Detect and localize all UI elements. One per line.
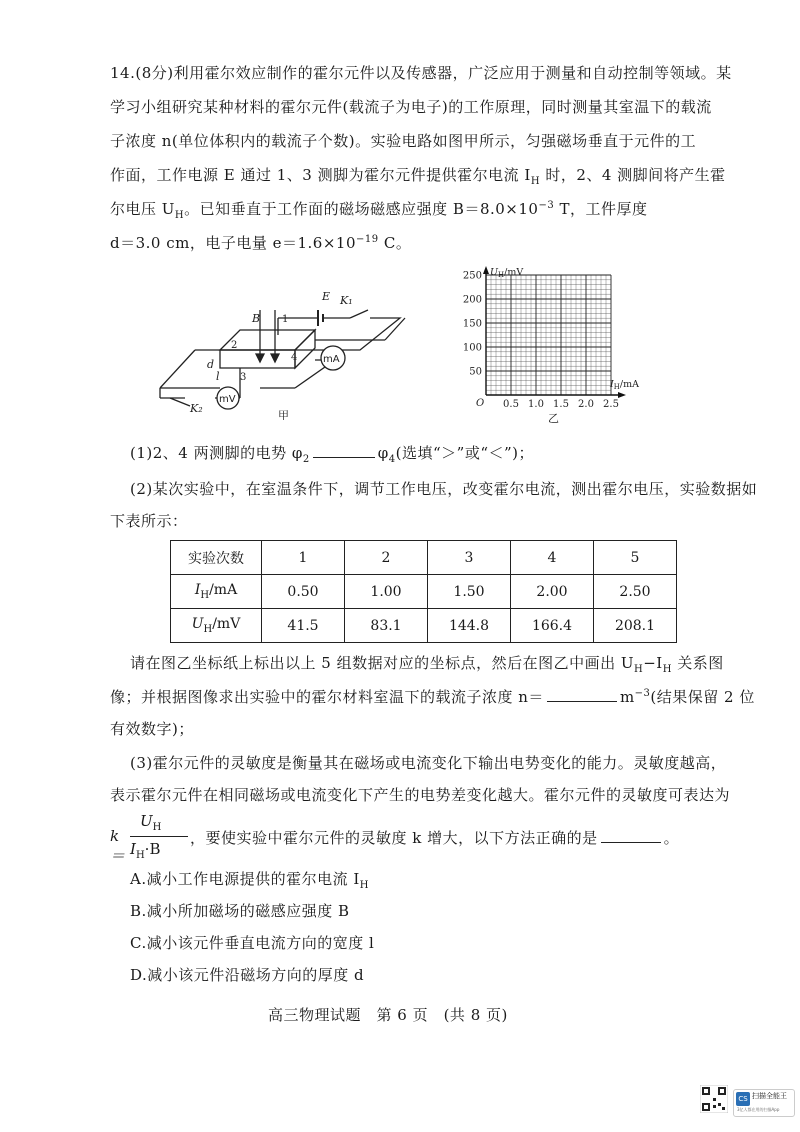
y-axis-arrow xyxy=(483,266,489,274)
table-cell: 144.8 xyxy=(428,609,511,643)
x-tick-label: 1.0 xyxy=(528,399,544,410)
sub-question-3-prompt: ，要使实验中霍尔元件的灵敏度 k 增大，以下方法正确的是 。 xyxy=(190,829,680,847)
question-line-5: 尔电压 $U_H$。已知垂直于工作面的磁场磁感应强度 $B=8.0\times 10^{-3}$ T，工件厚度 xyxy=(110,200,648,221)
table-header-row xyxy=(171,541,677,575)
table-header-cell: 2 xyxy=(345,541,428,575)
y-tick-label: 50 xyxy=(469,366,482,378)
data-table xyxy=(170,540,677,643)
sub-question-2-instruction-1: 请在图乙坐标纸上标出以上 5 组数据对应的坐标点，然后在图乙中画出 $U_H-I_H$ 关系图 xyxy=(130,654,724,675)
hall-element-front xyxy=(220,350,298,368)
table-header-cell: 3 xyxy=(428,541,511,575)
option-b: B.减小所加磁场的磁感应强度 B xyxy=(130,902,350,920)
question-line-3: 子浓度 n(单位体积内的载流子个数)。实验电路如图甲所示，匀强磁场垂直于元件的工 xyxy=(110,132,697,150)
scanner-subtitle: 3亿人都在用的扫描App xyxy=(737,1107,780,1112)
x-tick-label: 2.5 xyxy=(603,399,619,410)
row-label-current: $I_H/mA$ xyxy=(171,575,262,609)
question-line-4: 作面，工作电源 E 通过 1、3 测脚为霍尔元件提供霍尔电流 $I_H$ 时，2、4 测脚间将产生霍 xyxy=(110,166,726,187)
answer-blank-1[interactable] xyxy=(313,443,375,458)
table-cell: 208.1 xyxy=(594,609,677,643)
circuit-wire-left xyxy=(160,350,195,388)
millivoltmeter-label: mV xyxy=(219,394,236,405)
switch-k1-blade xyxy=(350,310,368,318)
switch-k2-blade xyxy=(170,398,190,406)
pin-2: 2 xyxy=(231,340,238,351)
table-cell: 1.50 xyxy=(428,575,511,609)
figure-yi-label: 乙 xyxy=(548,412,559,425)
label-K1: K₁ xyxy=(340,294,353,307)
table-header-cell: 5 xyxy=(594,541,677,575)
scanner-badge xyxy=(733,1089,795,1117)
y-tick-label: 250 xyxy=(462,270,482,282)
table-header-cell: 实验次数 xyxy=(171,541,262,575)
sub-question-2-instruction-3: 有效数字)； xyxy=(110,720,194,738)
circuit-wire-top xyxy=(195,318,400,350)
table-cell: 0.50 xyxy=(262,575,345,609)
x-tick-label: 1.5 xyxy=(553,399,569,410)
x-tick-label: 2.0 xyxy=(578,399,594,410)
sub-question-2-instruction-2: 像；并根据图像求出实验中的霍尔材料室温下的载流子浓度 $n= m^{-3}$(结果保留 2 位 xyxy=(110,688,755,706)
sub-question-3-line-2: 表示霍尔元件在相同磁场或电流变化下产生的电势差变化越大。霍尔元件的灵敏度可表达为 xyxy=(110,786,731,804)
label-d: d xyxy=(207,358,215,371)
x-axis-label: $I_H/mA$ xyxy=(610,379,639,391)
answer-blank-2[interactable] xyxy=(547,687,617,702)
pin-4: 4 xyxy=(291,352,298,363)
hall-element-side xyxy=(295,330,315,368)
option-c: C.减小该元件垂直电流方向的宽度 l xyxy=(130,934,375,952)
figure-jia-label: 甲 xyxy=(278,409,289,420)
question-line-1: 14.(8分)利用霍尔效应制作的霍尔元件以及传感器，广泛应用于测量和自动控制等领域。某 xyxy=(110,64,732,82)
label-B: B xyxy=(252,312,261,325)
x-tick-label: 0.5 xyxy=(503,399,519,410)
x-axis-arrow xyxy=(618,392,626,398)
y-tick-label: 100 xyxy=(462,342,482,354)
sub-question-1: (1)2、4 两测脚的电势 $\varphi_2$ $\varphi_4$(选填“＞”或“＜”)； xyxy=(130,444,535,465)
table-cell: 2.50 xyxy=(594,575,677,609)
pin-3: 3 xyxy=(240,372,247,383)
y-tick-label: 150 xyxy=(462,318,482,330)
milliammeter-label: mA xyxy=(323,354,340,365)
scanner-title: 扫描全能王 xyxy=(752,1092,787,1100)
table-cell: 83.1 xyxy=(345,609,428,643)
circuit-diagram xyxy=(150,280,420,420)
table-cell: 41.5 xyxy=(262,609,345,643)
qr-code-icon xyxy=(700,1085,728,1113)
table-header-cell: 4 xyxy=(511,541,594,575)
table-cell: 166.4 xyxy=(511,609,594,643)
label-E: E xyxy=(322,290,331,303)
label-l: l xyxy=(216,370,220,383)
label-K2: K₂ xyxy=(190,402,203,415)
question-line-2: 学习小组研究某种材料的霍尔元件(载流子为电子)的工作原理，同时测量其室温下的载流 xyxy=(110,98,712,116)
table-row-current xyxy=(171,575,677,609)
sub-question-2-line-1: (2)某次实验中，在室温条件下，调节工作电压，改变霍尔电流，测出霍尔电压，实验数据如 xyxy=(130,480,758,498)
table-header-cell: 1 xyxy=(262,541,345,575)
scanner-logo-icon: CS xyxy=(736,1092,750,1106)
pin-1: 1 xyxy=(282,314,289,325)
y-axis-label: $U_H/mV$ xyxy=(490,267,524,279)
page-footer: 高三物理试题 第 6 页 (共 8 页) xyxy=(268,1006,508,1024)
table-cell: 1.00 xyxy=(345,575,428,609)
answer-blank-3[interactable] xyxy=(601,828,661,843)
y-tick-label: 200 xyxy=(462,294,482,306)
option-d: D.减小该元件沿磁场方向的厚度 d xyxy=(130,966,365,984)
option-a: A.减小工作电源提供的霍尔电流 $I_H$ xyxy=(130,870,370,891)
question-line-6: d＝3.0 cm，电子电量 $e=1.6\times 10^{-19}$ C。 xyxy=(110,234,412,252)
sub-question-3-line-1: (3)霍尔元件的灵敏度是衡量其在磁场或电流变化下输出电势变化的能力。灵敏度越高， xyxy=(130,754,727,772)
sub-question-2-line-2: 下表所示： xyxy=(110,512,188,530)
origin-label: O xyxy=(476,398,485,409)
table-row-voltage xyxy=(171,609,677,643)
chart-yi xyxy=(460,262,660,432)
table-cell: 2.00 xyxy=(511,575,594,609)
row-label-voltage: $U_H/mV$ xyxy=(171,609,262,643)
